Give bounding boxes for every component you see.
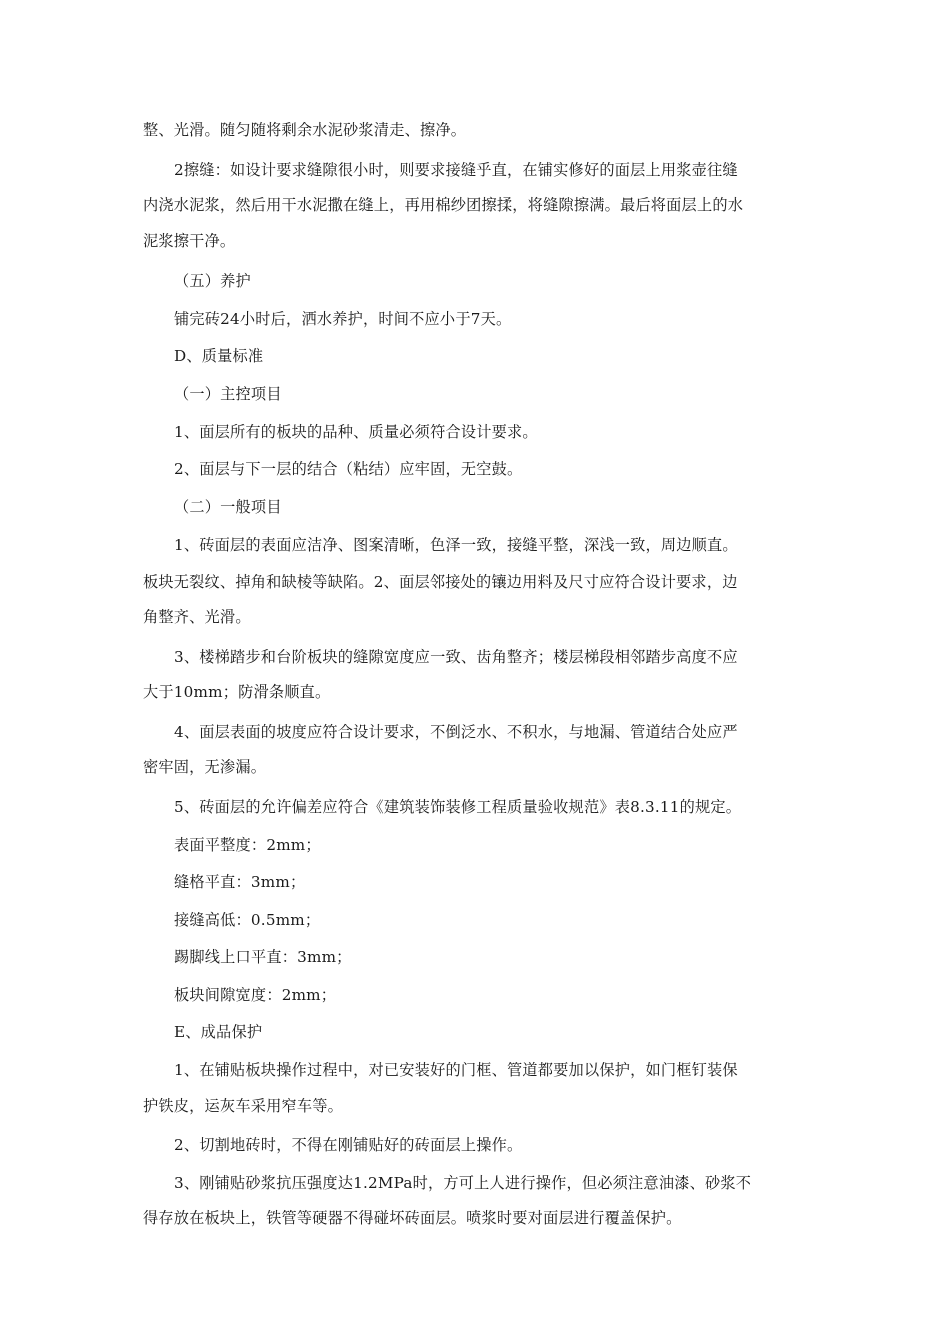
paragraph-line: 表面平整度：2mm； [174, 836, 321, 854]
paragraph-line: 2擦缝：如设计要求缝隙很小时，则要求接缝乎直，在铺实修好的面层上用浆壶往缝 [174, 161, 738, 179]
paragraph-line: 板块无裂纹、掉角和缺棱等缺陷。2、面层邻接处的镶边用料及尺寸应符合设计要求，边 [143, 573, 738, 591]
paragraph-line: 密牢固，无渗漏。 [143, 758, 267, 776]
paragraph-line: 3、刚铺贴砂浆抗压强度达1.2MPa时，方可上人进行操作，但必须注意油漆、砂浆不 [174, 1174, 752, 1192]
paragraph-line: 5、砖面层的允许偏差应符合《建筑装饰装修工程质量验收规范》表8.3.11的规定。 [174, 798, 742, 816]
paragraph-line: 泥浆擦干净。 [143, 232, 236, 250]
paragraph-line: 1、砖面层的表面应洁净、图案清晰，色泽一致，接缝平整，深浅一致，周边顺直。 [174, 536, 738, 554]
paragraph-line: 护铁皮，运灰车采用窄车等。 [143, 1097, 344, 1115]
paragraph-line: 2、切割地砖时，不得在刚铺贴好的砖面层上操作。 [174, 1136, 523, 1154]
paragraph-line: 角整齐、光滑。 [143, 608, 251, 626]
section-heading: E、成品保护 [174, 1023, 263, 1041]
paragraph-line: 整、光滑。随匀随将剩余水泥砂浆清走、擦净。 [143, 121, 467, 139]
paragraph-line: 内浇水泥浆，然后用干水泥撒在缝上，再用棉纱团擦揉，将缝隙擦满。最后将面层上的水 [143, 196, 744, 214]
paragraph-line: 得存放在板块上，铁管等硬器不得碰坏砖面层。喷浆时要对面层进行覆盖保护。 [143, 1209, 682, 1227]
section-heading: （二）一般项目 [174, 498, 282, 516]
paragraph-line: 3、楼梯踏步和台阶板块的缝隙宽度应一致、齿角整齐；楼层梯段相邻踏步高度不应 [174, 648, 738, 666]
section-heading: D、质量标准 [174, 347, 264, 365]
section-heading: （五）养护 [174, 272, 251, 290]
paragraph-line: 踢脚线上口平直：3mm； [174, 948, 352, 966]
paragraph-line: 1、面层所有的板块的品种、质量必须符合设计要求。 [174, 423, 538, 441]
paragraph-line: 2、面层与下一层的结合（粘结）应牢固，无空鼓。 [174, 460, 523, 478]
paragraph-line: 1、在铺贴板块操作过程中，对已安装好的门框、管道都要加以保护，如门框钉装保 [174, 1061, 738, 1079]
paragraph-line: 接缝高低：0.5mm； [174, 911, 321, 929]
section-heading: （一）主控项目 [174, 385, 282, 403]
paragraph-line: 铺完砖24小时后，洒水养护，时间不应小于7天。 [174, 310, 512, 328]
paragraph-line: 板块间隙宽度：2mm； [174, 986, 337, 1004]
paragraph-line: 大于10mm；防滑条顺直。 [143, 683, 331, 701]
paragraph-line: 缝格平直：3mm； [174, 873, 306, 891]
paragraph-line: 4、面层表面的坡度应符合设计要求，不倒泛水、不积水，与地漏、管道结合处应严 [174, 723, 738, 741]
